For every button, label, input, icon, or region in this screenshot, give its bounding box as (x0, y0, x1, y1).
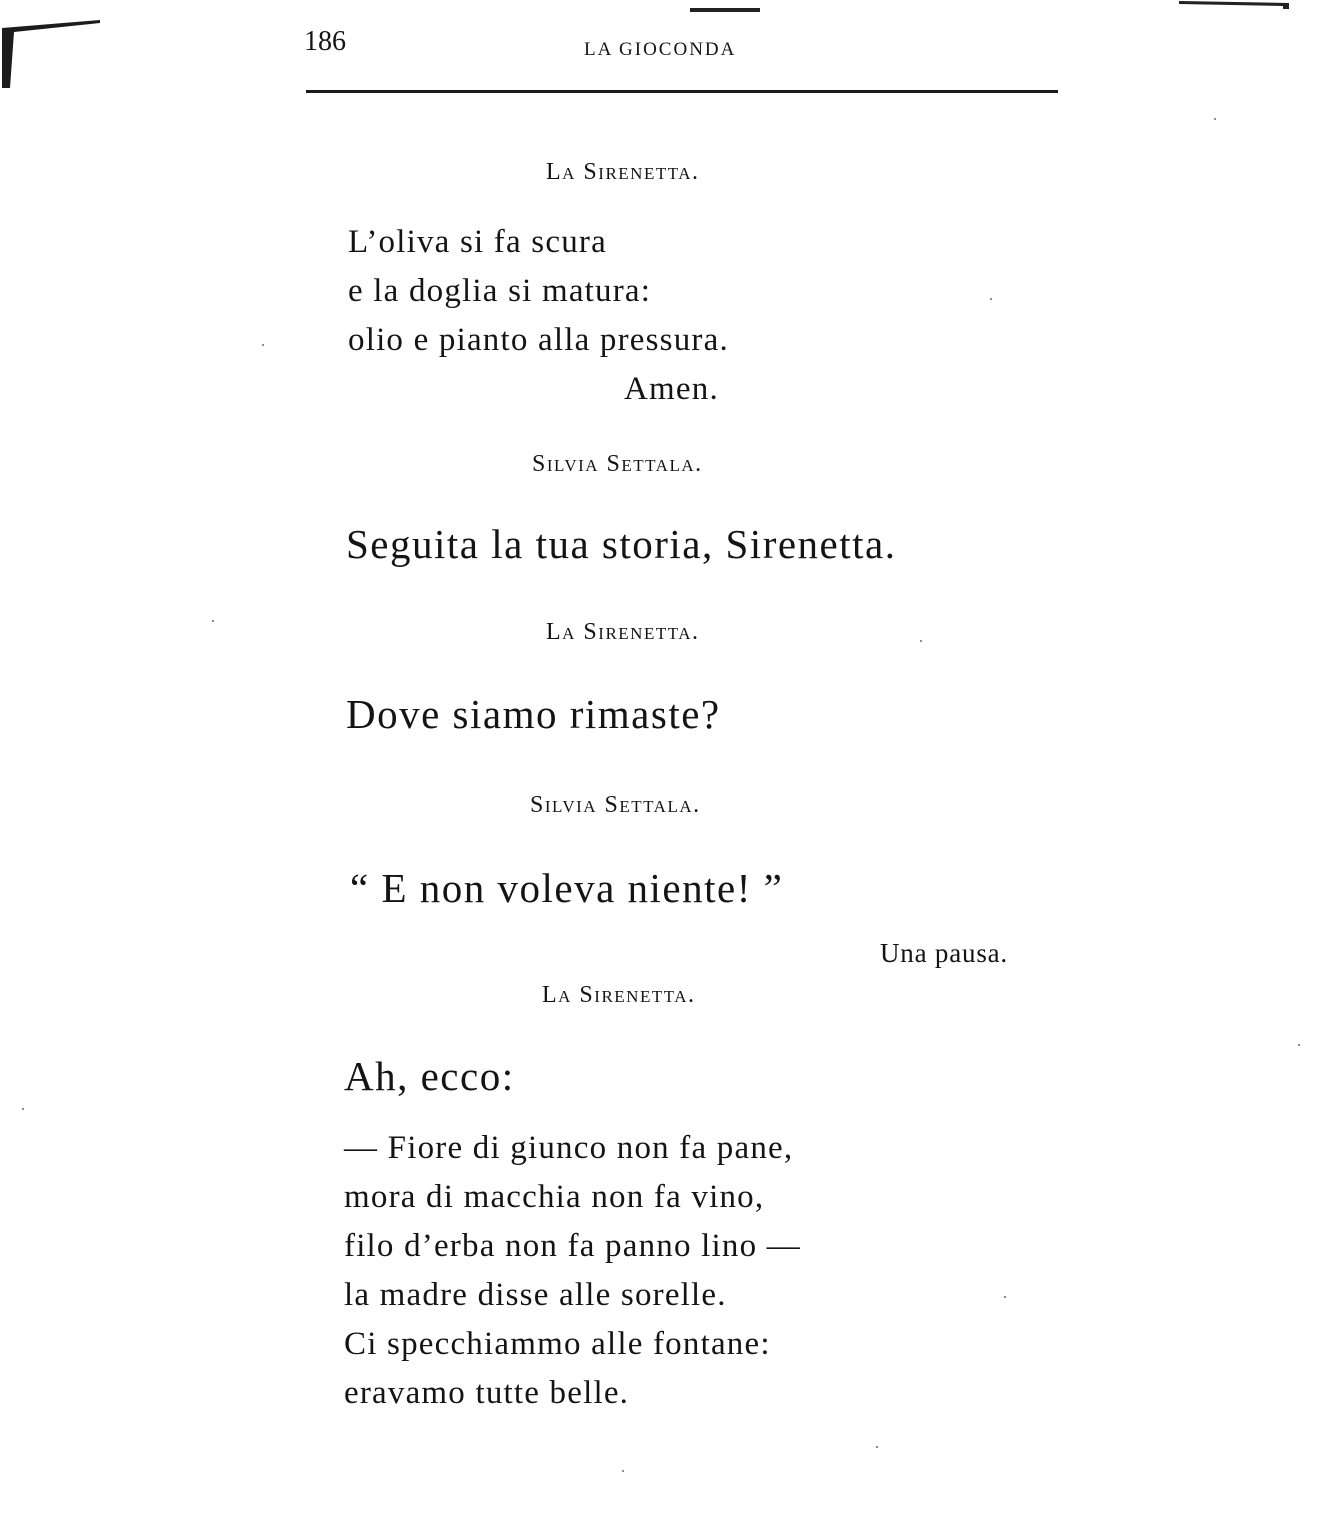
scan-speck (920, 640, 922, 642)
scan-corner-mark (0, 18, 100, 88)
song-line: — Fiore di giunco non fa pane, (344, 1130, 794, 1166)
scan-speck (1004, 1296, 1006, 1298)
song-line: Ci specchiammo alle fontane: (344, 1326, 771, 1362)
song-line: filo d’erba non fa panno lino — (344, 1228, 801, 1264)
scan-speck (622, 1470, 624, 1472)
header-rule (306, 90, 1058, 93)
scan-edge-mark (1179, 0, 1289, 10)
verse-line: L’oliva si fa scura (348, 224, 607, 260)
song-line: eravamo tutte belle. (344, 1375, 630, 1411)
speaker-name: Silvia Settala. (530, 792, 701, 818)
dialogue-line: Ah, ecco: (344, 1053, 515, 1099)
stage-direction: Una pausa. (880, 938, 1008, 968)
scan-speck (876, 1446, 878, 1448)
scan-speck (990, 298, 992, 300)
running-title: LA GIOCONDA (584, 39, 737, 60)
scan-top-mark (690, 8, 760, 12)
song-line: la madre disse alle sorelle. (344, 1277, 727, 1313)
scan-speck (262, 344, 264, 346)
page-number: 186 (304, 26, 346, 57)
verse-line: olio e pianto alla pressura. (348, 322, 729, 358)
scan-speck (1298, 1044, 1300, 1046)
song-line: mora di macchia non fa vino, (344, 1179, 765, 1215)
scan-speck (22, 1108, 24, 1110)
scan-speck (1214, 118, 1216, 120)
dialogue-line: Seguita la tua storia, Sirenetta. (346, 521, 897, 567)
speaker-name: La Sirenetta. (546, 619, 700, 645)
speaker-name: La Sirenetta. (546, 159, 700, 185)
verse-line-amen: Amen. (624, 371, 719, 407)
verse-block (348, 218, 729, 365)
speaker-name: Silvia Settala. (532, 451, 703, 477)
scan-speck (212, 620, 214, 622)
song-block (344, 1124, 801, 1418)
verse-line: e la doglia si matura: (348, 273, 652, 309)
dialogue-line: Dove siamo rimaste? (346, 691, 721, 737)
speaker-name: La Sirenetta. (542, 982, 696, 1008)
dialogue-line: “ E non voleva niente! ” (350, 865, 784, 911)
